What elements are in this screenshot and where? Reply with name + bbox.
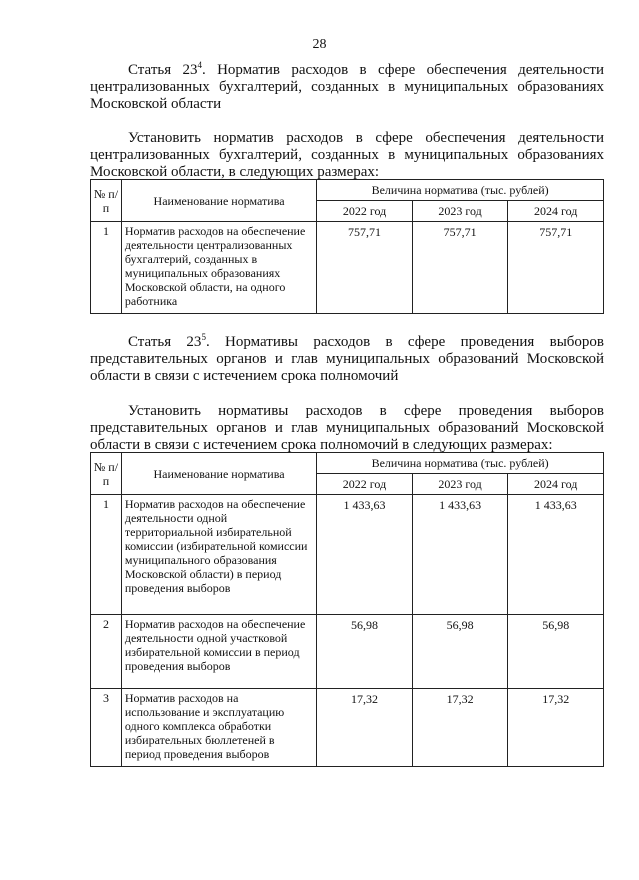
table-header-year: 2022 год xyxy=(317,201,413,222)
row-value: 17,32 xyxy=(508,689,604,767)
row-value: 1 433,63 xyxy=(412,495,508,615)
row-number: 2 xyxy=(91,615,122,689)
row-name: Норматив расходов на использование и эксплуатацию одного комплекса обработки избирательных бюллетеней в период проведения выборов xyxy=(121,689,316,767)
table-header-no: № п/п xyxy=(91,453,122,495)
article-2-body xyxy=(90,403,604,454)
row-value: 1 433,63 xyxy=(508,495,604,615)
article-2-title-sup: 5 xyxy=(201,332,206,342)
table-header-group: Величина норматива (тыс. рублей) xyxy=(317,180,604,201)
table-row xyxy=(91,615,604,689)
row-number: 1 xyxy=(91,495,122,615)
table-header-year: 2024 год xyxy=(508,201,604,222)
row-number: 1 xyxy=(91,222,122,314)
article-2-body-text: Установить нормативы расходов в сфере проведения выборов представительных органов и глав муниципальных образований Московской области в связи с истечением срока полномочий в следующих размерах: xyxy=(90,403,604,453)
article-2-table xyxy=(90,452,604,767)
table-header-year: 2024 год xyxy=(508,474,604,495)
row-name: Норматив расходов на обеспечение деятельности централизованных бухгалтерий, созданных в муниципальных образованиях Московской области, на одного работника xyxy=(121,222,316,314)
row-value: 757,71 xyxy=(412,222,508,314)
row-value: 17,32 xyxy=(412,689,508,767)
article-1-title-sup: 4 xyxy=(197,60,202,70)
row-number: 3 xyxy=(91,689,122,767)
article-2-title-rest: . Нормативы расходов в сфере проведения выборов представительных органов и глав муниципальных образований Московской области в связи с истечением срока полномочий xyxy=(90,334,604,384)
article-1-title-prefix: Статья 23 xyxy=(128,62,198,78)
row-value: 17,32 xyxy=(317,689,413,767)
article-1-body-text: Установить норматив расходов в сфере обеспечения деятельности централизованных бухгалтерий, созданных в муниципальных образованиях Московской области, в следующих размерах: xyxy=(90,130,604,180)
table-header-name: Наименование норматива xyxy=(121,453,316,495)
table-row xyxy=(91,689,604,767)
row-name: Норматив расходов на обеспечение деятельности одной территориальной избирательной комиссии (избирательной комиссии муниципального образования Московской области) в период проведения выборов xyxy=(121,495,316,615)
row-value: 757,71 xyxy=(317,222,413,314)
page-number: 28 xyxy=(312,37,327,52)
table-header-no: № п/п xyxy=(91,180,122,222)
article-1-title xyxy=(90,62,604,113)
row-name: Норматив расходов на обеспечение деятельности одной участковой избирательной комиссии в период проведения выборов xyxy=(121,615,316,689)
row-value: 757,71 xyxy=(508,222,604,314)
table-header-year: 2023 год xyxy=(412,201,508,222)
article-2-title-prefix: Статья 23 xyxy=(128,334,202,350)
row-value: 1 433,63 xyxy=(317,495,413,615)
row-value: 56,98 xyxy=(317,615,413,689)
article-1-table xyxy=(90,179,604,314)
table-header-name: Наименование норматива xyxy=(121,180,316,222)
article-1-body xyxy=(90,130,604,181)
table-header-year: 2022 год xyxy=(317,474,413,495)
table-row xyxy=(91,222,604,314)
article-1-title-rest: . Норматив расходов в сфере обеспечения деятельности централизованных бухгалтерий, созданных в муниципальных образованиях Московской области xyxy=(90,62,604,112)
table-header-group: Величина норматива (тыс. рублей) xyxy=(317,453,604,474)
table-header-year: 2023 год xyxy=(412,474,508,495)
table-row xyxy=(91,495,604,615)
row-value: 56,98 xyxy=(412,615,508,689)
row-value: 56,98 xyxy=(508,615,604,689)
article-2-title xyxy=(90,334,604,385)
